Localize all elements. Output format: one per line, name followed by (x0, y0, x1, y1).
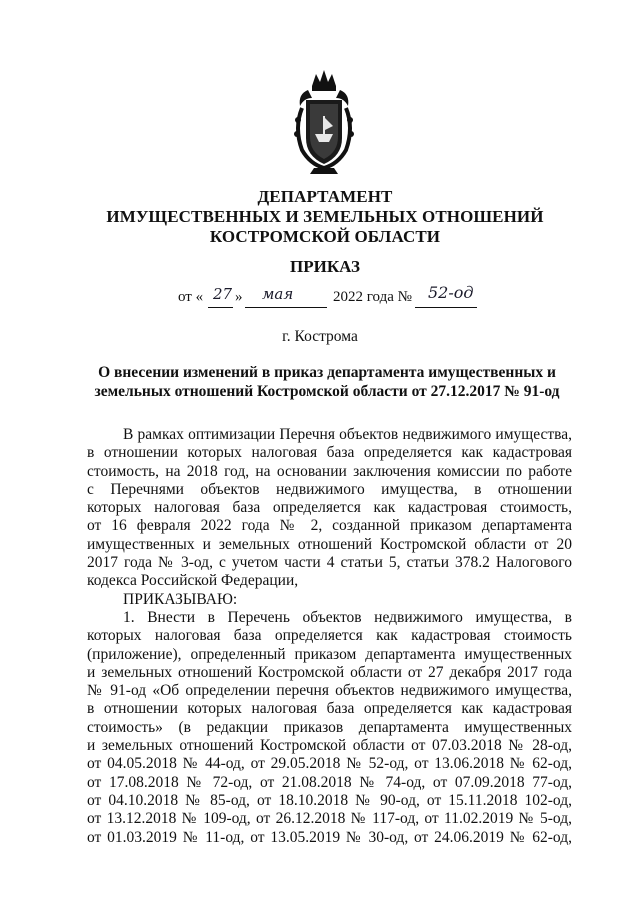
body-line: кодекса Российской Федерации, (87, 572, 299, 590)
dept-name-line3: КОСТРОМСКОЙ ОБЛАСТИ (209, 227, 441, 246)
order-number: 52-од (428, 283, 474, 302)
dept-name-line2: ИМУЩЕСТВЕННЫХ И ЗЕМЕЛЬНЫХ ОТНОШЕНИЙ (106, 207, 544, 226)
body-line: от 04.05.2018 № 44-од, от 29.05.2018 № 52-од, от 13.06.2018 № 62-од, (87, 755, 572, 773)
order-body (87, 426, 572, 847)
body-line: имущественных и земельных отношений Костромской области от 20 (87, 535, 572, 553)
body-line: от 04.10.2018 № 85-од, от 18.10.2018 № 90-од, от 15.11.2018 102-од, (87, 791, 572, 809)
body-line: стоимость» (в редакции приказов департамента имущественных (87, 718, 572, 736)
place-of-issue: г. Кострома (282, 328, 358, 345)
body-line: в отношении которых налоговая база определяется как кадастровая (87, 700, 572, 718)
body-line: от 01.03.2019 № 11-од, от 13.05.2019 № 30-од, от 24.06.2019 № 62-од, (87, 828, 572, 846)
body-line: от 17.08.2018 № 72-од, от 21.08.2018 № 74-од, от 07.09.2018 77-од, (87, 773, 572, 791)
subject-line1: О внесении изменений в приказ департамента имущественных и (98, 364, 556, 381)
day-close-quote: » (235, 289, 243, 305)
body-line: № 91-од «Об определении перечня объектов недвижимого имущества, (87, 682, 572, 700)
body-line: и земельных отношений Костромской области от 27 декабря 2017 года (87, 663, 572, 681)
body-line: 1. Внести в Перечень объектов недвижимого имущества, в (123, 608, 572, 626)
body-line: (приложение), определенный приказом департамента имущественных (87, 645, 572, 663)
body-line: от 13.12.2018 № 109-од, от 26.12.2018 № 117-од, от 11.02.2019 № 5-од, (87, 810, 572, 828)
coat-of-arms-emblem (288, 68, 360, 178)
body-line: которых налоговая база определяется как кадастровая стоимость (87, 627, 572, 645)
order-command: ПРИКАЗЫВАЮ: (123, 590, 238, 608)
body-line: и земельных отношений Костромской области от 07.03.2018 № 28-од, (87, 737, 572, 755)
dept-name-line1: ДЕПАРТАМЕНТ (257, 187, 393, 206)
subject-line2: земельных отношений Костромской области от 27.12.2017 № 91-од (94, 383, 560, 400)
order-subject (92, 363, 562, 401)
order-day: 27 (213, 285, 233, 303)
body-line: 2017 года № 3-од, с учетом части 4 статьи 5, статьи 378.2 Налогового (87, 554, 572, 572)
day-underline (208, 307, 233, 308)
body-line: с Перечнями объектов недвижимого имущества, в отношении (87, 480, 572, 498)
body-line: В рамках оптимизации Перечня объектов недвижимого имущества, (123, 426, 572, 443)
doc-type-title: ПРИКАЗ (290, 257, 360, 276)
order-month: мая (262, 285, 294, 303)
body-line: которых налоговая база определяется как кадастровая стоимость, (87, 499, 572, 517)
from-label: от « (178, 289, 204, 305)
order-year-text: 2022 года № (333, 289, 412, 305)
month-underline (245, 307, 327, 308)
body-line: в отношении которых налоговая база определяется как кадастровая (87, 444, 572, 462)
number-underline (415, 307, 477, 308)
body-line: стоимость, на 2018 год, на основании заключения комиссии по работе (87, 462, 572, 480)
body-line: от 16 февраля 2022 года № 2, созданной приказом департамента (87, 517, 572, 535)
